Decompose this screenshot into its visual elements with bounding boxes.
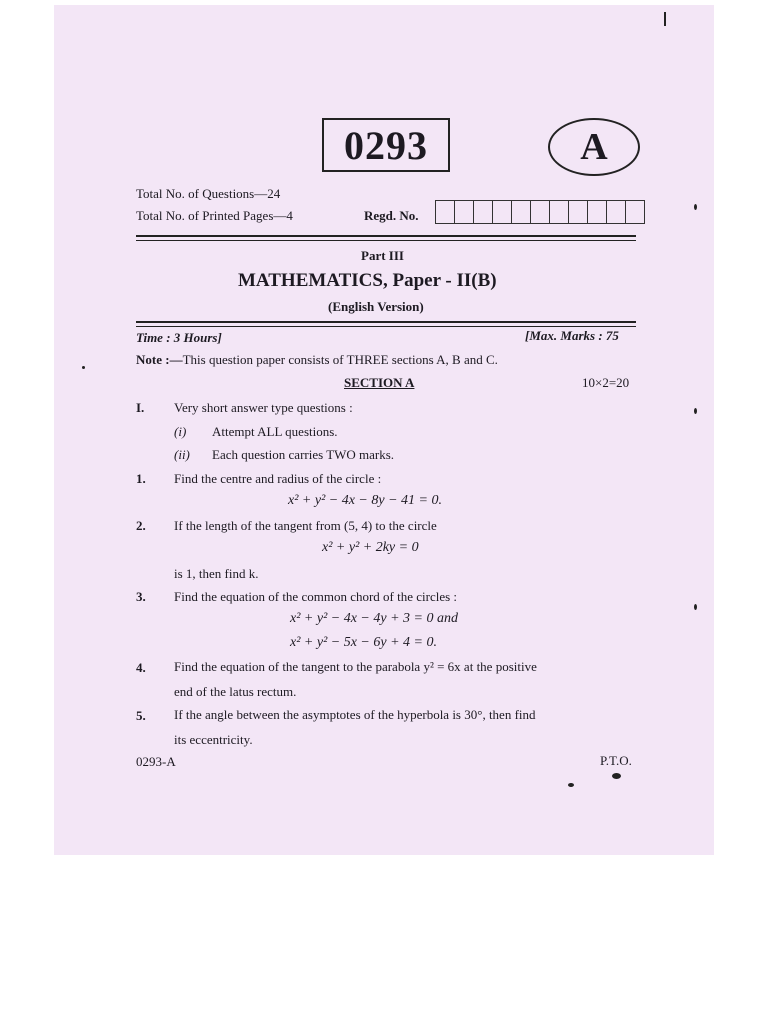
title-rule-bottom: [136, 326, 636, 327]
footer-pto: P.T.O.: [600, 753, 632, 768]
paper-code: 0293: [344, 122, 428, 168]
question-number: 3.: [136, 589, 146, 604]
instruction-item-number: (ii): [174, 447, 190, 462]
regd-number-boxes: [436, 200, 645, 224]
header-rule-top: [136, 235, 636, 237]
scan-speck: [694, 408, 697, 414]
scan-speck: [82, 366, 85, 369]
part-label: Part III: [361, 248, 404, 263]
paper-code-box: [322, 118, 450, 172]
title-rule-top: [136, 321, 636, 323]
scan-speck: [694, 604, 697, 610]
question-number: 2.: [136, 518, 146, 533]
scan-speck: [694, 204, 697, 210]
paper-title: MATHEMATICS, Paper - II(B): [238, 270, 497, 291]
scan-speck: [612, 773, 621, 779]
question-number: 1.: [136, 471, 146, 486]
question-number: 4.: [136, 660, 146, 675]
time-label: Time : 3 Hours]: [136, 330, 222, 345]
question-text: Find the equation of the tangent to the parabola y² = 6x at the positive: [174, 659, 537, 674]
note-label: Note :—: [136, 352, 183, 367]
set-letter: A: [580, 126, 608, 168]
note-text: This question paper consists of THREE sections A, B and C.: [182, 352, 498, 367]
total-questions: Total No. of Questions—24: [136, 186, 281, 201]
question-text: If the length of the tangent from (5, 4) to the circle: [174, 518, 437, 533]
instruction-item-number: (i): [174, 424, 187, 439]
question-number: 5.: [136, 708, 146, 723]
section-title: SECTION A: [344, 375, 415, 390]
max-marks-label: [Max. Marks : 75: [525, 328, 619, 343]
section-marks: 10×2=20: [582, 375, 630, 390]
scan-speck: [568, 783, 574, 787]
instruction-item-text: Attempt ALL questions.: [212, 424, 338, 439]
question-equation: x² + y² − 5x − 6y + 4 = 0.: [290, 635, 437, 650]
scan-speck: [664, 12, 666, 26]
regd-label: Regd. No.: [364, 208, 419, 223]
note-row: [136, 352, 498, 368]
question-equation: x² + y² + 2ky = 0: [322, 540, 419, 555]
total-pages: Total No. of Printed Pages—4: [136, 208, 293, 223]
instruction-item-text: Each question carries TWO marks.: [212, 447, 395, 462]
question-text: If the angle between the asymptotes of the hyperbola is 30°, then find: [174, 707, 536, 722]
question-equation: x² + y² − 4x − 8y − 41 = 0.: [288, 493, 442, 508]
question-text: Find the equation of the common chord of the circles :: [174, 589, 458, 604]
footer-code: 0293-A: [136, 754, 176, 769]
set-letter-circle: [548, 118, 640, 176]
question-text: end of the latus rectum.: [174, 684, 297, 699]
question-equation: x² + y² − 4x − 4y + 3 = 0 and: [290, 611, 458, 626]
question-text: Find the centre and radius of the circle :: [174, 471, 382, 486]
version-label: (English Version): [328, 299, 424, 314]
question-text: is 1, then find k.: [174, 566, 259, 581]
instruction-number: I.: [136, 400, 145, 415]
question-text: its eccentricity.: [174, 732, 253, 747]
instruction-heading: Very short answer type questions :: [174, 400, 353, 415]
header-rule-bottom: [136, 240, 636, 241]
